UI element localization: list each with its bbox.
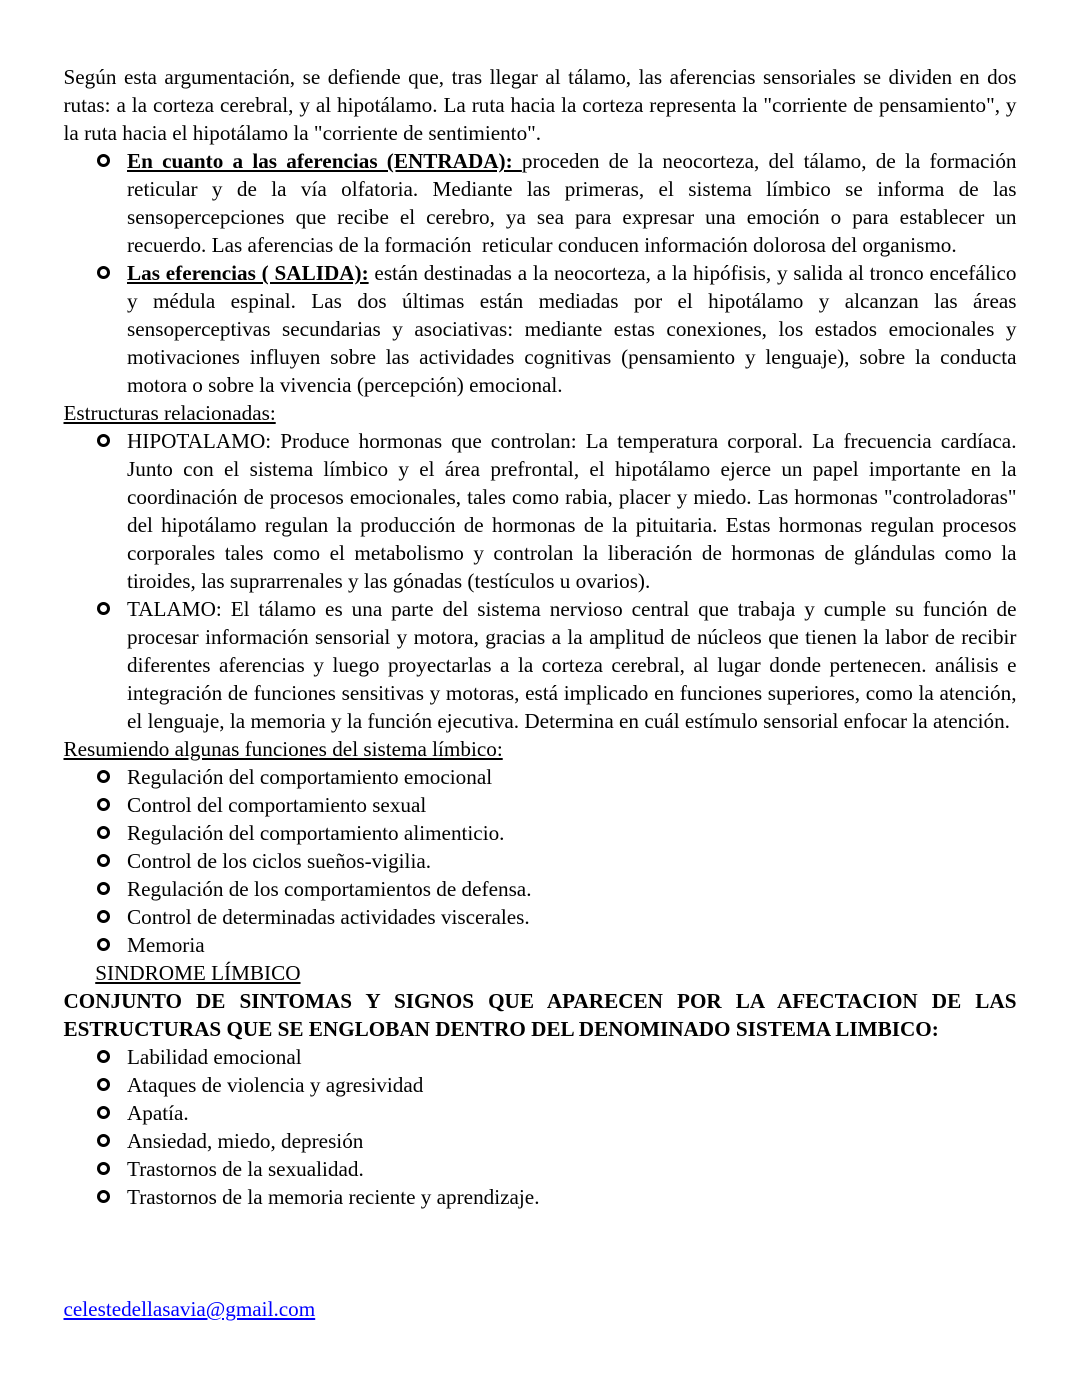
bullet-circle-icon bbox=[97, 938, 110, 951]
paragraph-line: CONJUNTO DE SINTOMAS Y SIGNOS QUE APARECEN POR LA AFECTACION DE LAS bbox=[63, 989, 1017, 1013]
list-item-text: Trastornos de la memoria reciente y aprendizaje. bbox=[127, 1185, 540, 1209]
line-text: están destinadas a la neocorteza, a la hipófisis, y salida al tronco encefálico bbox=[368, 261, 1017, 285]
efferents-label: Las eferencias ( SALIDA): bbox=[127, 261, 369, 285]
syndrome-title: SINDROME LÍMBICO bbox=[95, 961, 301, 985]
paragraph-line: motivaciones influyen sobre las actividades cognitivas (pensamiento y lenguaje), sobre la conducta bbox=[127, 345, 1017, 369]
paragraph-line: la ruta hacia el hipotálamo la "corriente de sentimiento". bbox=[63, 121, 542, 145]
list-item bbox=[127, 1043, 1017, 1071]
bullet-circle-icon bbox=[97, 154, 110, 167]
list-item bbox=[127, 819, 1017, 847]
list-item-text: Trastornos de la sexualidad. bbox=[127, 1157, 364, 1181]
list-item-hypothalamus bbox=[127, 427, 1017, 595]
paragraph-line: tiroides, las suprarrenales y las gónadas (testículos u ovarios). bbox=[127, 569, 651, 593]
paragraph-line: diferentes aferencias y luego proyectarlas a la corteza cerebral, al lugar donde pertenecen. análisis e bbox=[127, 653, 1017, 677]
bullet-circle-icon bbox=[97, 266, 110, 279]
paragraph-line: el lenguaje, la memoria y la función ejecutiva. Determina en cuál estímulo sensorial enfocar la atención. bbox=[127, 709, 1010, 733]
bullet-circle-icon bbox=[97, 882, 110, 895]
list-item bbox=[127, 931, 1017, 959]
pathways-list bbox=[64, 147, 1017, 399]
list-item bbox=[127, 763, 1017, 791]
paragraph-line: procesar información sensorial y motora, gracias a la amplitud de núcleos que tienen la labor de recibir bbox=[127, 625, 1017, 649]
list-item-text: Control de determinadas actividades viscerales. bbox=[127, 905, 530, 929]
list-item-text: Ataques de violencia y agresividad bbox=[127, 1073, 424, 1097]
bullet-circle-icon bbox=[97, 602, 110, 615]
symptoms-list bbox=[64, 1043, 1017, 1211]
paragraph-line: motora o sobre la vivencia (percepción) emocional. bbox=[127, 373, 563, 397]
list-item bbox=[127, 1071, 1017, 1099]
list-item bbox=[127, 791, 1017, 819]
paragraph-line bbox=[127, 147, 1017, 175]
bullet-circle-icon bbox=[97, 1134, 110, 1147]
functions-heading: Resumiendo algunas funciones del sistema límbico: bbox=[63, 737, 503, 761]
paragraph-line: reticular y de la vía olfatoria. Mediante las primeras, el sistema límbico se informa de las bbox=[127, 177, 1017, 201]
list-item-text: Regulación del comportamiento alimenticio. bbox=[127, 821, 505, 845]
paragraph-line: sensopercepciones que recibe el cerebro, ya sea para expresar una emoción o para establecer un bbox=[127, 205, 1017, 229]
page-footer bbox=[64, 1295, 316, 1323]
paragraph-line: TALAMO: El tálamo es una parte del sistema nervioso central que trabaja y cumple su función de bbox=[127, 597, 1017, 621]
bullet-circle-icon bbox=[97, 1162, 110, 1175]
email-link[interactable]: celestedellasavia@gmail.com bbox=[63, 1297, 316, 1321]
paragraph-line: ESTRUCTURAS QUE SE ENGLOBAN DENTRO DEL DENOMINADO SISTEMA LIMBICO: bbox=[63, 1017, 939, 1041]
bullet-circle-icon bbox=[97, 770, 110, 783]
paragraph-line: sensoperceptivas secundarias y asociativas: mediante estas conexiones, los estados emocionales y bbox=[127, 317, 1017, 341]
list-item-afferents bbox=[127, 147, 1017, 259]
list-item-text: Regulación del comportamiento emocional bbox=[127, 765, 493, 789]
structures-list bbox=[64, 427, 1017, 735]
bullet-circle-icon bbox=[97, 1190, 110, 1203]
list-item-text: Memoria bbox=[127, 933, 205, 957]
functions-list bbox=[64, 763, 1017, 959]
bullet-circle-icon bbox=[97, 910, 110, 923]
list-item-text: Control del comportamiento sexual bbox=[127, 793, 427, 817]
list-item bbox=[127, 903, 1017, 931]
paragraph-line bbox=[127, 259, 1017, 287]
list-item-text: Labilidad emocional bbox=[127, 1045, 302, 1069]
list-item-thalamus bbox=[127, 595, 1017, 735]
list-item-text: Regulación de los comportamientos de defensa. bbox=[127, 877, 532, 901]
paragraph-line: y médula espinal. Las dos últimas están mediadas por el hipotálamo y alcanzan las áreas bbox=[127, 289, 1017, 313]
list-item bbox=[127, 847, 1017, 875]
list-item-text: Control de los ciclos sueños-vigilia. bbox=[127, 849, 432, 873]
paragraph-line: rutas: a la corteza cerebral, y al hipotálamo. La ruta hacia la corteza representa la "corriente de pensamiento", y bbox=[63, 93, 1017, 117]
list-item-efferents bbox=[127, 259, 1017, 399]
paragraph-line: Junto con el sistema límbico y el área prefrontal, el hipotálamo ejerce un papel importante en la bbox=[127, 457, 1017, 481]
bullet-circle-icon bbox=[97, 798, 110, 811]
paragraph-line: HIPOTALAMO: Produce hormonas que controlan: La temperatura corporal. La frecuencia cardíaca. bbox=[127, 429, 1017, 453]
list-item bbox=[127, 1127, 1017, 1155]
list-item-text: Ansiedad, miedo, depresión bbox=[127, 1129, 364, 1153]
paragraph-line: del hipotálamo regulan la producción de hormonas de la pituitaria. Estas hormonas regulan procesos bbox=[127, 513, 1017, 537]
list-item bbox=[127, 875, 1017, 903]
bullet-circle-icon bbox=[97, 826, 110, 839]
list-item-text: Apatía. bbox=[127, 1101, 189, 1125]
paragraph-line: Según esta argumentación, se defiende que, tras llegar al tálamo, las aferencias sensoriales se dividen en dos bbox=[63, 65, 1017, 89]
syndrome-title-row bbox=[64, 959, 1017, 987]
syndrome-definition bbox=[64, 987, 1017, 1043]
bullet-circle-icon bbox=[97, 1106, 110, 1119]
list-item bbox=[127, 1099, 1017, 1127]
paragraph-line: integración de funciones sensitivas y motoras, está implicado en funciones superiores, como la atención, bbox=[127, 681, 1017, 705]
paragraph-line: corporales tales como el metabolismo y controlan la liberación de hormonas de glándulas como la bbox=[127, 541, 1017, 565]
bullet-circle-icon bbox=[97, 434, 110, 447]
paragraph-line: coordinación de procesos emocionales, tales como rabia, placer y miedo. Las hormonas "controladoras" bbox=[127, 485, 1017, 509]
list-item bbox=[127, 1183, 1017, 1211]
paragraph-line: recuerdo. Las aferencias de la formación reticular conducen información dolorosa del organismo. bbox=[127, 233, 957, 257]
line-text: proceden de la neocorteza, del tálamo, de la formación bbox=[521, 149, 1017, 173]
list-item bbox=[127, 1155, 1017, 1183]
structures-heading: Estructuras relacionadas: bbox=[63, 401, 276, 425]
bullet-circle-icon bbox=[97, 854, 110, 867]
afferents-label: En cuanto a las aferencias (ENTRADA): bbox=[127, 149, 522, 173]
intro-paragraph bbox=[64, 63, 1017, 147]
bullet-circle-icon bbox=[97, 1050, 110, 1063]
bullet-circle-icon bbox=[97, 1078, 110, 1091]
